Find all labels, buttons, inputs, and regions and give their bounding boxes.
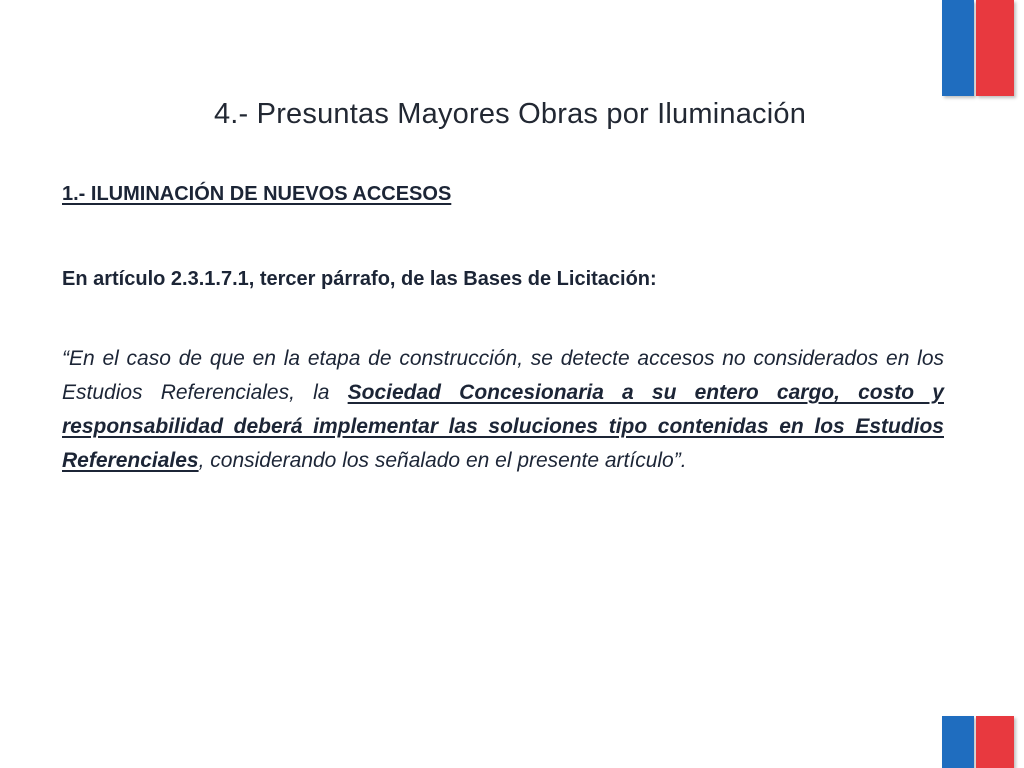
- flag-blue-bar: [942, 716, 974, 768]
- flag-decoration-bottom: [942, 716, 1014, 768]
- quote-text-end: , considerando los señalado en el presente artículo”.: [198, 449, 687, 472]
- flag-red-bar: [976, 0, 1014, 96]
- flag-decoration-top: [942, 0, 1014, 96]
- flag-blue-bar: [942, 0, 974, 96]
- intro-line: En artículo 2.3.1.7.1, tercer párrafo, de las Bases de Licitación:: [62, 268, 657, 290]
- slide-title: 4.- Presuntas Mayores Obras por Iluminación: [213, 98, 807, 130]
- section-heading: 1.- ILUMINACIÓN DE NUEVOS ACCESOS: [62, 183, 452, 205]
- quote-text-start: “En el caso de que en la etapa de construcción, se detecte accesos no considerados en los Estudios Referenciales, la: [62, 347, 944, 404]
- quote-emphasis: Sociedad Concesionaria a su entero cargo, costo y responsabilidad deberá implementar las soluciones tipo contenidas en los Estudios Referenciales: [62, 381, 944, 472]
- flag-red-bar: [976, 716, 1014, 768]
- quote-paragraph: [62, 342, 944, 478]
